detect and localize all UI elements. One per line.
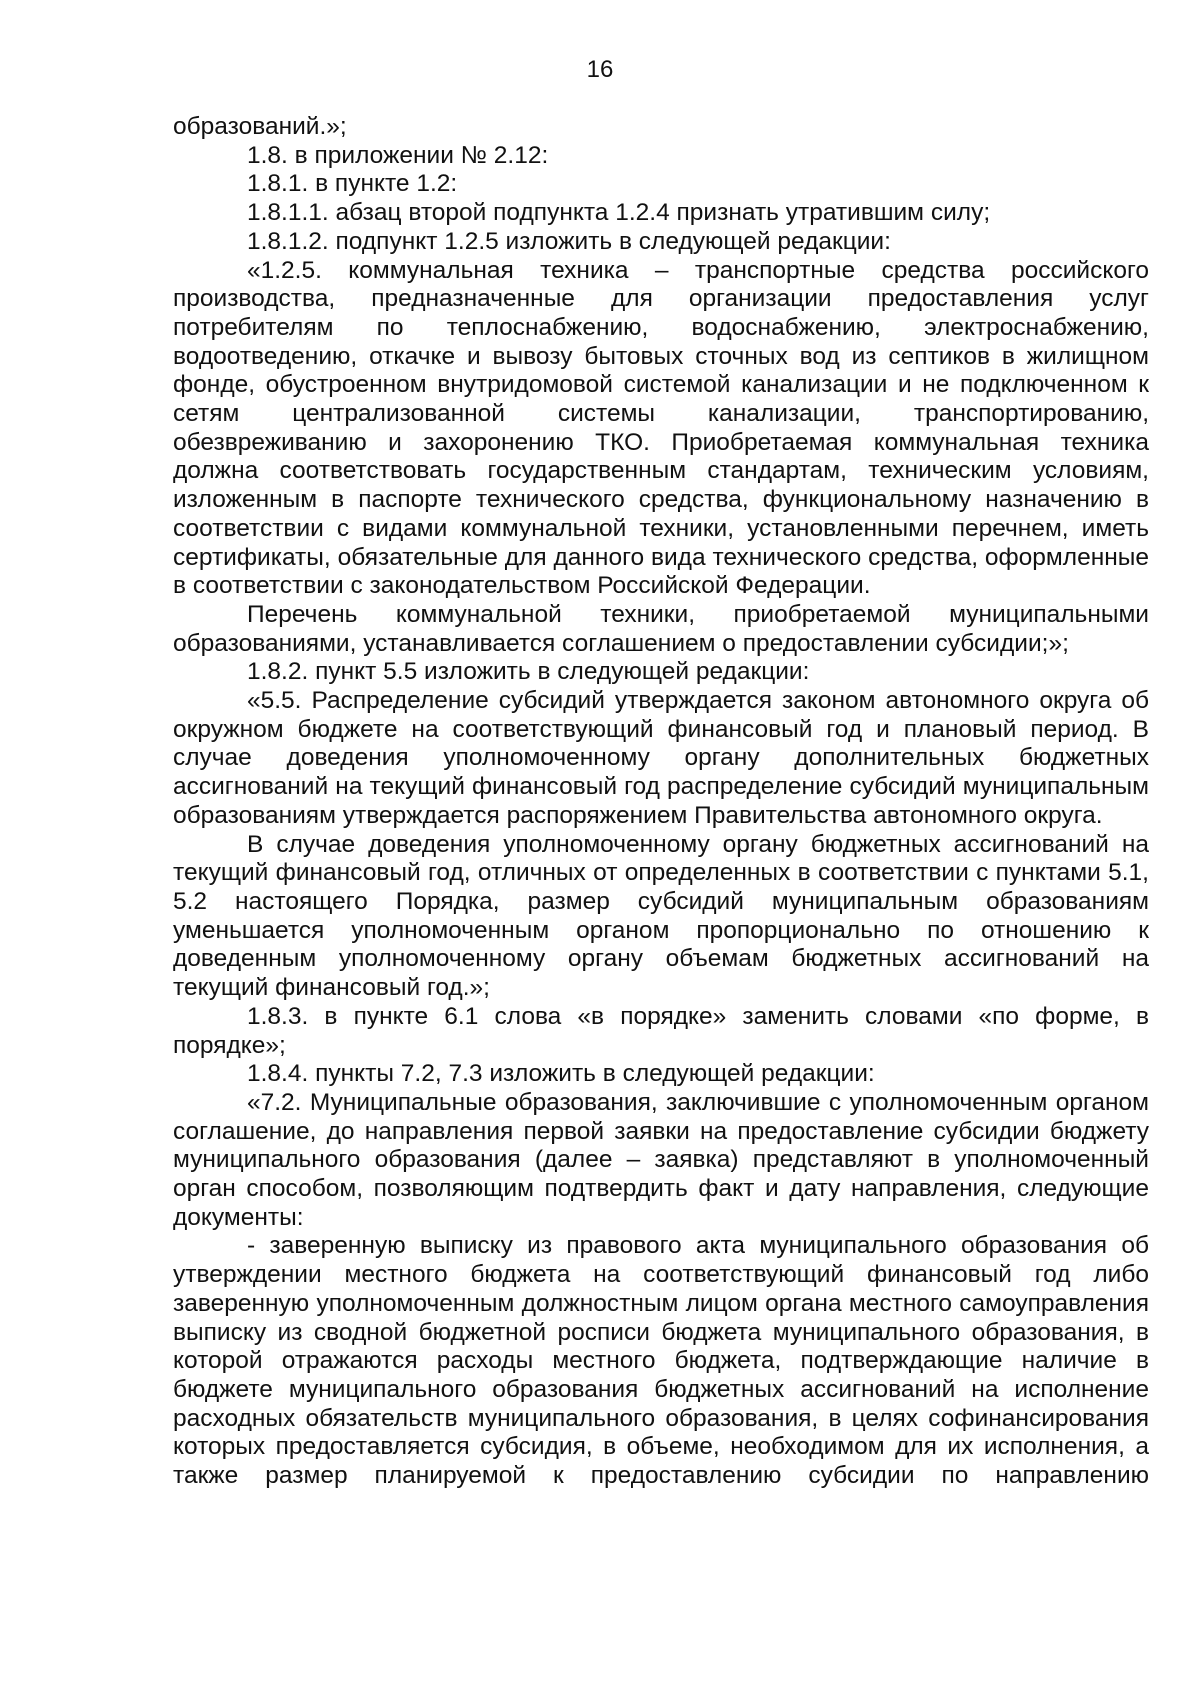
paragraph-1: образований.»;: [173, 113, 347, 140]
paragraph-3: 1.8.1. в пункте 1.2:: [247, 170, 458, 198]
paragraph-7: Перечень коммунальной техники, приобретаемой муниципальными образованиями, устанавливается соглашением о предоставлении субсидии;»;: [173, 600, 1149, 657]
paragraph-11: 1.8.3. в пункте 6.1 слова «в порядке» заменить словами «по форме, в порядке»;: [173, 1002, 1149, 1059]
paragraph-4: 1.8.1.1. абзац второй подпункта 1.2.4 признать утратившим силу;: [247, 199, 991, 227]
paragraph-2: 1.8. в приложении № 2.12:: [247, 141, 549, 169]
paragraph-9: «5.5. Распределение субсидий утверждается законом автономного округа об окружном бюджете на соответствующий финансовый год и плановый период. В случае доведения уполномоченному органу дополнительных бюджетных ассигнований на текущий финансовый год распределение субсидий муниципальным образованиям утверждается распоряжением Правительства автономного округа.: [173, 687, 1149, 829]
paragraph-14: - заверенную выписку из правового акта муниципального образования об утверждении местного бюджета на соответствующий финансовый год либо заверенную уполномоченным должностным лицом органа местного самоуправления выписку из сводной бюджетной росписи бюджета муниципального образования, в которой отражаются расходы местного бюджета, подтверждающие наличие в бюджете муниципального образования бюджетных ассигнований на исполнение расходных обязательств муниципального образования, в целях софинансирования которых предоставляется субсидия, в объеме, необходимом для их исполнения, а также размер планируемой к предоставлению субсидии по направлению: [173, 1232, 1149, 1490]
document-body: [173, 113, 1149, 1491]
paragraph-5: 1.8.1.2. подпункт 1.2.5 изложить в следующей редакции:: [247, 227, 891, 255]
paragraph-6: «1.2.5. коммунальная техника – транспортные средства российского производства, предназначенные для организации предоставления услуг потребителям по теплоснабжению, водоснабжению, электроснабжению, водоотведению, откачке и вывозу бытовых сточных вод из септиков в жилищном фонде, обустроенном внутридомовой системой канализации и не подключенном к сетям централизованной системы канализации, транспортированию, обезвреживанию и захоронению ТКО. Приобретаемая коммунальная техника должна соответствовать государственным стандартам, техническим условиям, изложенным в паспорте технического средства, функциональному назначению в соответствии с видами коммунальной техники, установленными перечнем, иметь сертификаты, обязательные для данного вида технического средства, оформленные в соответствии с законодательством Российской Федерации.: [173, 256, 1149, 600]
paragraph-10: В случае доведения уполномоченному органу бюджетных ассигнований на текущий финансовый год, отличных от определенных в соответствии с пунктами 5.1, 5.2 настоящего Порядка, размер субсидий муниципальным образованиям уменьшается уполномоченным органом пропорционально по отношению к доведенным уполномоченному органу объемам бюджетных ассигнований на текущий финансовый год.»;: [173, 830, 1149, 1002]
paragraph-13: «7.2. Муниципальные образования, заключившие с уполномоченным органом соглашение, до направления первой заявки на предоставление субсидии бюджету муниципального образования (далее – заявка) представляют в уполномоченный орган способом, позволяющим подтвердить факт и дату направления, следующие документы:: [173, 1088, 1149, 1231]
paragraph-8: 1.8.2. пункт 5.5 изложить в следующей редакции:: [247, 658, 810, 686]
paragraph-12: 1.8.4. пункты 7.2, 7.3 изложить в следующей редакции:: [247, 1060, 875, 1088]
page-number: 16: [586, 56, 614, 83]
